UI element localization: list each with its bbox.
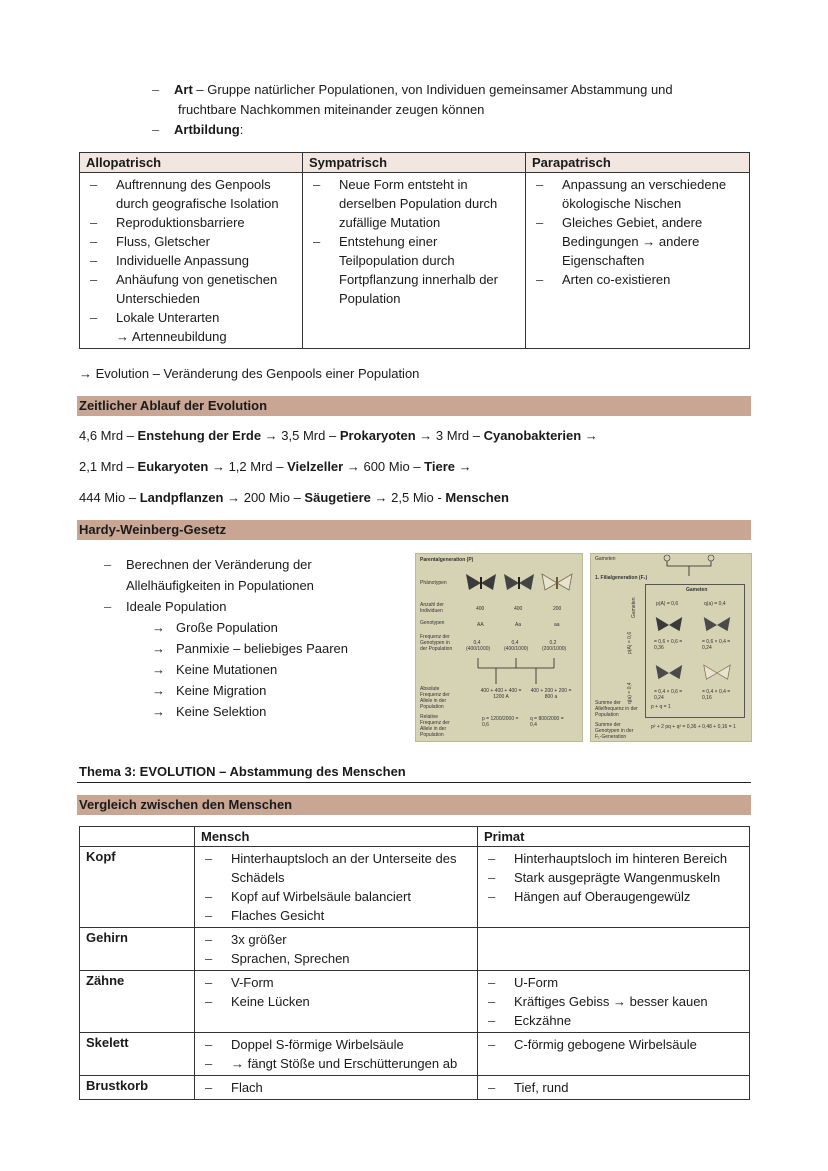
moth-dark-icon [654,615,684,635]
moth-dark-icon [702,615,732,635]
list-item: – → fängt Stöße und Erschütterungen ab [205,1056,458,1071]
list-item: – Lokale Unterarten [90,310,220,325]
list-item: – Doppel S-förmige Wirbelsäule [205,1037,404,1052]
row-label: Kopf [80,847,195,928]
section-heading-timeline: Zeitlicher Ablauf der Evolution [77,396,751,416]
timeline-term: Säugetiere [304,490,371,505]
sympatrisch-cell [303,173,526,349]
timeline-term: Prokaryoten [339,428,416,443]
list-item: – Berechnen der Veränderung der [104,557,312,572]
header-primat: Primat [478,827,750,847]
list-item: – Entstehung einer Teilpopulation durch Fortpflanzung innerhalb der Population [313,234,498,306]
primat-cell [478,1033,750,1076]
allopatrisch-cell [80,173,303,349]
timeline-term: Cyanobakterien [483,428,582,443]
timeline-text: 444 Mio – [79,490,140,505]
sub-item: → Keine Selektion [152,704,267,719]
table-row [80,1033,750,1076]
list-item: – C-förmig gebogene Wirbelsäule [488,1037,697,1052]
timeline-term: Enstehung der Erde [137,428,262,443]
sub-item: → Große Population [152,620,278,635]
list-item-sub: → Artenneubildung [116,329,227,344]
hardy-list [104,554,404,722]
primat-cell [478,1076,750,1100]
timeline-text: → 3 Mrd – [415,428,484,443]
timeline-text: → 3,5 Mrd – [261,428,340,443]
figure-parental-generation: Parentalgeneration (P) Phänotypen Anzahl der Individuen Genotypen Frequenz der Genotypen in der Population Absolute Frequenz der Allele in der Population Relative Frequenz der Allele in der Population 400 400 200 AA Aa aa 0,4 (400/1000) 0,4 (400/1000) 0,2 (200/1000) 400 + 400 + 400 = 1200 A 400 + 200 + 200 = 800 a p = 1200/2000 = 0,6 q = 800/2000 = 0,4 [415,553,583,742]
list-item: – Hängen auf Oberaugengewülz [488,889,691,904]
moth-light-icon [540,572,574,594]
list-item: – Tief, rund [488,1080,569,1095]
corner-cell [80,827,195,847]
moth-dark-icon [502,572,536,594]
comparison-table [79,826,750,1100]
list-item: – V-Form [205,975,274,990]
list-item: – Hinterhauptsloch im hinteren Bereich [488,851,728,866]
list-item: – U-Form [488,975,559,990]
list-item: – Stark ausgeprägte Wangenmuskeln [488,870,721,885]
timeline-term: Tiere [424,459,456,474]
timeline-line-3 [79,490,509,505]
primat-cell [478,928,750,971]
row-label: Brustkorb [80,1076,195,1100]
allele-branch-lines [456,658,576,686]
timeline-term: Menschen [445,490,509,505]
timeline-term: Eukaryoten [137,459,209,474]
timeline-term: Vielzeller [287,459,344,474]
row-label: Gehirn [80,928,195,971]
header-sympatrisch: Sympatrisch [303,153,526,173]
timeline-text: → 200 Mio – [223,490,305,505]
timeline-text: 4,6 Mrd – [79,428,138,443]
sub-item: → Panmixie – beliebiges Paaren [152,641,348,656]
timeline-term: Landpflanzen [139,490,224,505]
mensch-cell [195,1076,478,1100]
table-row [80,1076,750,1100]
header-allopatrisch: Allopatrisch [80,153,303,173]
list-item: – Auftrennung des Genpools durch geografische Isolation [90,177,279,211]
list-item: – Flaches Gesicht [205,908,325,923]
primat-cell [478,971,750,1033]
artbildung-label: – Artbildung: [152,122,244,137]
timeline-line-2 [79,459,472,474]
row-label: Skelett [80,1033,195,1076]
timeline-line-1 [79,428,598,443]
list-item: – Hinterhauptsloch an der Unterseite des Schädels [205,851,457,885]
row-label: Zähne [80,971,195,1033]
table-row [80,928,750,971]
timeline-text: 2,1 Mrd – [79,459,138,474]
list-item: – Ideale Population [104,599,227,614]
timeline-text: → 600 Mio – [343,459,425,474]
list-item: – Keine Lücken [205,994,310,1009]
primat-cell [478,847,750,928]
list-item: – Eckzähne [488,1013,572,1028]
mensch-cell [195,1033,478,1076]
evolution-definition: → Evolution – Veränderung des Genpools einer Population [79,366,420,381]
list-item: – Neue Form entsteht in derselben Population durch zufällige Mutation [313,177,498,230]
list-item: – Arten co-existieren [536,272,671,287]
list-item-cont: Allelhäufigkeiten in Populationen [126,578,314,593]
mensch-cell [195,847,478,928]
moth-light-icon [702,663,732,683]
list-item: – Individuelle Anpassung [90,253,249,268]
header-mensch: Mensch [195,827,478,847]
moth-dark-icon [654,663,684,683]
list-item: – 3x größer [205,932,287,947]
speciation-table [79,152,750,349]
art-definition: – Art – Gruppe natürlicher Populationen, von Individuen gemeinsamer Abstammung und [152,82,673,97]
list-item: – Gleiches Gebiet, andere Bedingungen → andere Eigenschaften [536,215,703,268]
moth-dark-icon [464,572,498,594]
list-item: – Anpassung an verschiedene ökologische Nischen [536,177,727,211]
timeline-text: → 2,5 Mio - [370,490,446,505]
section-heading-hardy-weinberg: Hardy-Weinberg-Gesetz [77,520,751,540]
timeline-text: → [455,459,472,474]
mensch-cell [195,971,478,1033]
sub-item: → Keine Migration [152,683,267,698]
timeline-text: → 1,2 Mrd – [208,459,288,474]
header-parapatrisch: Parapatrisch [526,153,750,173]
gamete-arrows [651,554,751,578]
mensch-cell [195,928,478,971]
sub-item: → Keine Mutationen [152,662,278,677]
list-item: – Kopf auf Wirbelsäule balanciert [205,889,411,904]
parapatrisch-cell [526,173,750,349]
section-heading-vergleich: Vergleich zwischen den Menschen [77,795,751,815]
art-definition-cont: fruchtbare Nachkommen miteinander zeugen können [178,102,485,117]
list-item: – Fluss, Gletscher [90,234,210,249]
thema-divider [77,782,751,783]
list-item: – Sprachen, Sprechen [205,951,350,966]
list-item: – Anhäufung von genetischen Unterschieden [90,272,278,306]
thema-title: Thema 3: EVOLUTION – Abstammung des Menschen [79,764,406,779]
table-row [80,847,750,928]
timeline-text: → [581,428,598,443]
figure-f1-generation: Gameten 1. Filialgeneration (F₁) Gameten p(A) = 0,6 q(a) = 0,4 = 0,6 × 0,6 = 0,36 = 0,6 × 0,4 = 0,24 = 0,4 × 0,6 = 0,24 = 0,4 × 0,4 = 0,16 Gameten p(A) = 0,6 q(a) = 0,4 Summe der Allelfrequenz in der Population p + q = 1 Summe der Genotypen in der F₁-Generation p² + 2 pq + q² = 0,36 + 0,48 + 0,16 = 1 [590,553,752,742]
list-item: – Kräftiges Gebiss → besser kauen [488,994,708,1009]
punnett-square: Gameten p(A) = 0,6 q(a) = 0,4 = 0,6 × 0,6 = 0,36 = 0,6 × 0,4 = 0,24 = 0,4 × 0,6 = 0,24 = 0,4 × 0,4 = 0,16 [645,584,745,718]
list-item: – Flach [205,1080,263,1095]
list-item: – Reproduktionsbarriere [90,215,245,230]
table-row [80,971,750,1033]
